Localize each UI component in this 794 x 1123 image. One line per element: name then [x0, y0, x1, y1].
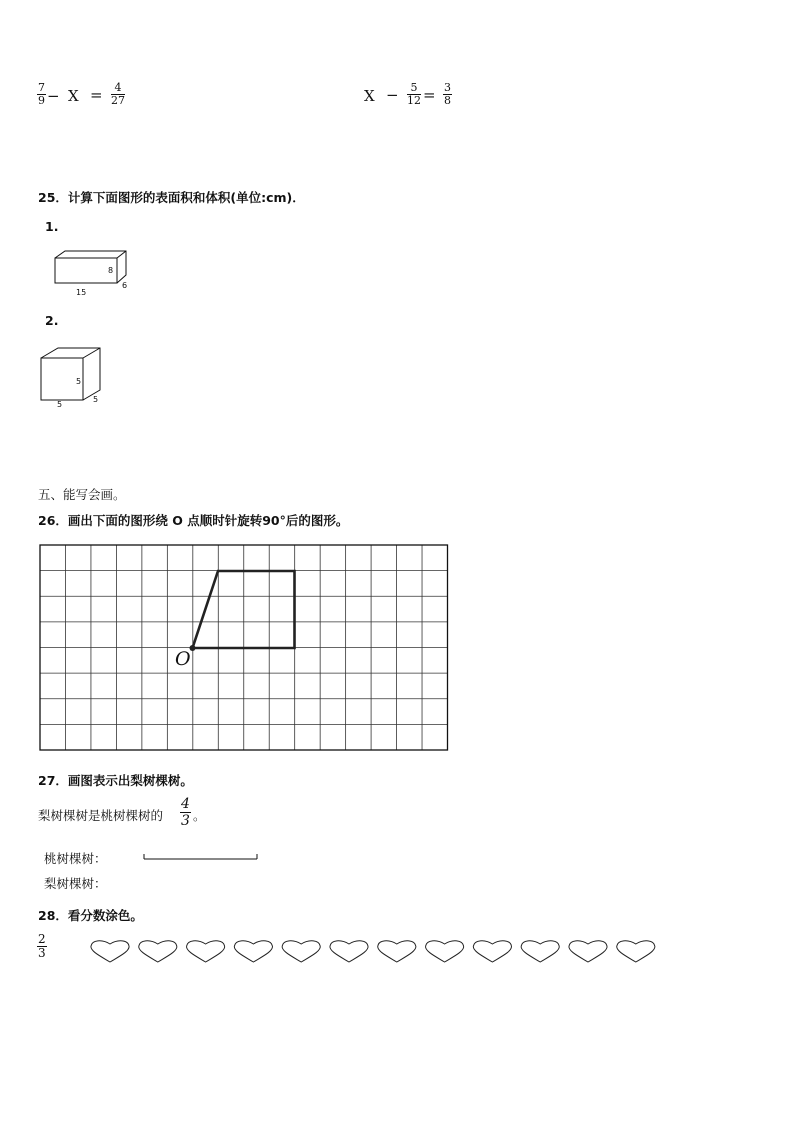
equals-sign: =	[423, 86, 436, 104]
cuboid-height-label: 8	[108, 266, 114, 275]
cuboid-width-label: 6	[122, 281, 128, 290]
minus-sign: −	[386, 86, 399, 104]
question-27-title: 27．画图表示出梨树棵树。	[38, 773, 193, 788]
cube-top-edge	[83, 348, 100, 358]
heart-shape[interactable]	[282, 941, 320, 962]
peach-tree-label: 桃树棵树：	[44, 851, 107, 866]
heart-shape[interactable]	[330, 941, 368, 962]
fraction-3-8: 3 8	[444, 81, 451, 107]
fraction-7-9: 7 9	[38, 81, 45, 107]
cuboid-back-edges	[55, 251, 126, 283]
heart-shape[interactable]	[617, 941, 655, 962]
cube-bottom-label: 5	[57, 400, 63, 409]
heart-shape[interactable]	[139, 941, 177, 962]
fraction-2-3: 2 3	[38, 932, 46, 960]
cube-side-label: 5	[93, 395, 99, 404]
heart-shape[interactable]	[521, 941, 559, 962]
pear-tree-label: 梨树棵树：	[44, 876, 107, 891]
heart-shape[interactable]	[187, 941, 225, 962]
heart-shape[interactable]	[426, 941, 464, 962]
heart-shape[interactable]	[378, 941, 416, 962]
question-26-title: 26．画出下面的图形绕 O 点顺时针旋转90°后的图形。	[38, 513, 349, 528]
fraction-5-12: 5 12	[407, 81, 421, 107]
q27-statement: 梨树棵树是桃树棵树的	[38, 808, 164, 823]
variable-x: X	[68, 87, 79, 105]
variable-x: X	[364, 87, 375, 105]
equals-sign: =	[90, 86, 103, 104]
origin-label: O	[175, 648, 191, 670]
cuboid-length-label: 15	[76, 288, 87, 297]
q27-period: 。	[193, 808, 206, 823]
hearts-row	[86, 938, 666, 968]
rotation-grid	[39, 544, 449, 753]
fraction-4-27: 4 27	[111, 81, 125, 107]
question-28-title: 28．看分数涂色。	[38, 908, 143, 923]
peach-tree-segment	[143, 852, 259, 862]
section-5-title: 五、能写会画。	[38, 487, 126, 502]
question-25-title: 25．计算下面图形的表面积和体积(单位:cm)．	[38, 190, 305, 205]
heart-shape[interactable]	[91, 941, 129, 962]
heart-shape[interactable]	[473, 941, 511, 962]
item-1-label: 1.	[45, 219, 59, 234]
minus-sign: −	[47, 87, 60, 105]
cube-back-edges	[41, 348, 100, 400]
cuboid-top-edge	[117, 251, 126, 258]
fraction-4-3: 4 3	[181, 796, 190, 829]
cuboid-figure	[50, 245, 135, 301]
heart-shape[interactable]	[569, 941, 607, 962]
heart-shape[interactable]	[234, 941, 272, 962]
cube-front-label: 5	[76, 377, 82, 386]
item-2-label: 2.	[45, 313, 59, 328]
